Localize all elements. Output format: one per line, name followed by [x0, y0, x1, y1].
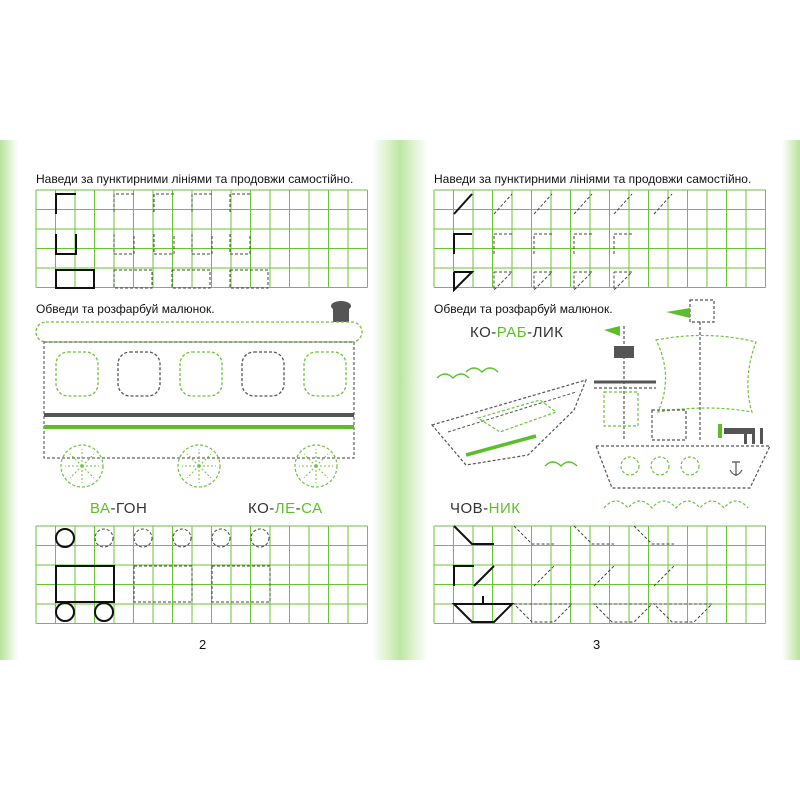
ship-drawing: [594, 300, 770, 508]
right-instruction-color: Обведи та розфарбуй малюнок.: [434, 302, 613, 316]
wheel-spoke: [199, 454, 211, 466]
wagon-stripe-green: [44, 425, 354, 429]
page-number-right: 3: [593, 637, 601, 652]
right-top-grid: [434, 190, 766, 288]
right-instruction-trace: Наведи за пунктирними лініями та продовжи самостійно.: [434, 172, 752, 186]
wheel-spoke: [316, 454, 328, 466]
syllable-part: ГОН: [116, 500, 148, 517]
wheel-spoke: [82, 466, 94, 478]
syllable-part: КО: [248, 500, 270, 517]
wagon-body: [44, 342, 354, 458]
left-top-dashed: [114, 194, 268, 288]
boat-drawing: [432, 368, 586, 466]
syllable-part: РАБ: [496, 324, 528, 341]
syllable-part: ЛИК: [532, 324, 564, 341]
syllable-part: ЧОВ: [450, 500, 484, 517]
left-bottom-examples: [56, 529, 114, 621]
left-instruction-trace: Наведи за пунктирними лініями та продовжи самостійно.: [36, 172, 354, 186]
right-bottom-examples: [454, 526, 512, 622]
syllable-part: НИК: [488, 500, 521, 517]
left-bottom-grid: [36, 526, 368, 624]
syllable-part: ЛЕ: [274, 500, 296, 517]
right-bottom-dashed: [514, 526, 712, 622]
syllable-part: КО: [470, 324, 492, 341]
bracket-solid-1: [56, 194, 76, 214]
left-top-grid: [36, 190, 368, 288]
wagon-roof: [36, 322, 362, 342]
wheel-spoke: [187, 454, 199, 466]
wheel-spoke: [70, 454, 82, 466]
wheel-spoke: [187, 466, 199, 478]
syllable-part: СА: [301, 500, 323, 517]
bracket-solid-2: [56, 234, 76, 254]
wheel-spoke: [316, 466, 328, 478]
wagon-drawing: [36, 301, 362, 487]
syllable-part: -: [483, 500, 489, 517]
left-instruction-color: Обведи та розфарбуй малюнок.: [36, 302, 215, 316]
wheel-spoke: [70, 466, 82, 478]
page-number-left: 2: [199, 637, 207, 652]
right-bottom-grid: [434, 526, 766, 624]
wheel-spoke: [304, 454, 316, 466]
right-top-examples: [454, 194, 472, 290]
syllable-part: -: [491, 324, 497, 341]
right-top-dashed: [494, 194, 672, 290]
syllable-part: -: [295, 500, 302, 517]
wagon-stripe-dark: [44, 413, 354, 417]
wheel-spoke: [199, 466, 211, 478]
syllable-part: -: [527, 324, 533, 341]
practice-grids: [36, 190, 766, 624]
syllable-part: -: [269, 500, 275, 517]
wagon-windows: [56, 352, 346, 396]
wheel-spoke: [304, 466, 316, 478]
syllable-part: -: [110, 500, 117, 517]
wheel-spoke: [82, 454, 94, 466]
syllable-part: ВА: [90, 500, 111, 517]
